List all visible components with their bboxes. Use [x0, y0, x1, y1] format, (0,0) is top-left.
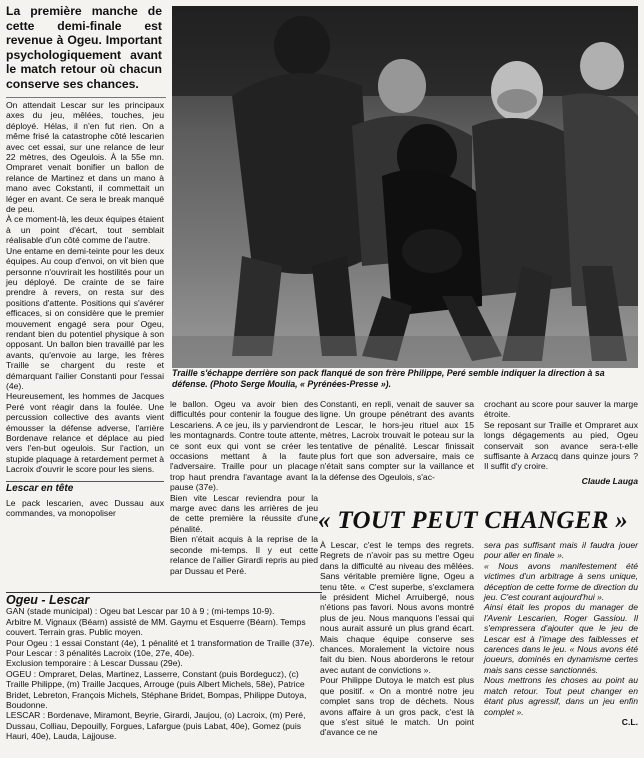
paragraph: Une entame en demi-teinte pour les deux équipes. Au coup d'envoi, on vit bien que personne n'ouvrirait les hostilités pour un jeu déployé. De crainte de se faire prendre à revers, on resta sur des positions d'attente. Positions qui s'avérer efficaces, si on considère que le premier mouvement engagé sera pour Ogeu, rendant bien du potentiel physique à son opposant. Un ballon bien travaillé par les avants, qu'envoie au large, les frères Traille se chargent du reste et démarquant l'ailier Constanti pour l'essai (4e).	[6, 245, 164, 391]
results-line: Pour Ogeu : 1 essai Constant (4e), 1 pénalité et 1 transformation de Traille (37e).	[6, 637, 315, 648]
paragraph: Bien vite Lescar reviendra pour la marge avec dans les arrières de jeu de cette première la réussite d'une pénalité.	[170, 492, 318, 534]
headline: « TOUT PEUT CHANGER »	[318, 507, 629, 534]
paragraph: Constanti, en repli, venait de sauver sa ligne. Un groupe pénétrant des avants de Lescar, le hors-jeu rituel aux 15 mètres, Lacroix trouvait le poteau sur la tentative de pénalité. Lescar finissait plus fort que son adversaire, mais ce n'était sans compter sur la vaillance et la défense des Ogeulois, s'ac-	[320, 399, 474, 482]
paragraph: À Lescar, c'est le temps des regrets. Regrets de n'avoir pas su mettre Ogeu dans la difficulté au niveau des mêlées. Sans véritable première ligne, Ogeu a tenu tête. « C'est superbe, s'exclamera le président Michel Arruibergé, nous n'étions pas favori. Nous avons montré plus de jeu. Nous manquons l'essai qui nous aurait assuré un plus grand écart. Mais chaque équipe conserve ses chances. Moralement la victoire nous fait du bien. Nous aborderons le retour avec autant de convictions ».	[320, 540, 474, 675]
results-title: Ogeu - Lescar	[6, 592, 322, 605]
paragraph: À ce moment-là, les deux équipes étaient à un point d'écart, tout semblait réalisable d'un côté comme de l'autre.	[6, 214, 164, 246]
results-line: Arbitre M. Vignaux (Béarn) assisté de MM. Gaymu et Esquerre (Béarn). Temps couvert. Terrain gras. Public moyen.	[6, 616, 306, 638]
article-column-3b	[320, 540, 474, 738]
results-line: Exclusion temporaire : à Lescar Dussau (29e).	[6, 658, 183, 669]
paragraph: Pour Philippe Dutoya le match est plus que positif. « On a montré notre jeu complet sans trop de déchets. Nous avons affaire à un gros pack, c'est là que s'est situé le match. Un point d'avance ce ne	[320, 675, 474, 738]
paragraph: le ballon. Ogeu va avoir bien des difficultés pour contenir la fougue des Lescariens. A ce jeu, ils y parviendront les montagnards. Contre toute attente, ce sont eux qui vont se créer les occasions mettant à la faute l'adversaire. Traille pour un placage trop haut prendra l'avantage avant la pause (37e).	[170, 399, 318, 493]
subheading: Lescar en tête	[6, 481, 164, 494]
paragraph: Ainsi était les propos du manager de l'Avenir Lescarien, Roger Gassiou. Il s'empressera d'ajouter que le jeu de Lescar est à l'image des faiblesses et carences dans le jeu. « Nous avons été joueurs, dominés en dynamisme certes mais sans cesse sanctionnés.	[484, 602, 638, 675]
photo-caption: Traille s'échappe derrière son pack flanqué de son frère Philippe, Peré semble indiquer la direction à sa défense. (Photo Serge Moulia, « Pyrénées-Presse »).	[172, 368, 605, 389]
rugby-photo	[172, 6, 638, 368]
match-results	[6, 592, 322, 742]
article-column-2	[170, 399, 318, 576]
article-column-4	[484, 399, 638, 486]
paragraph: Heureusement, les hommes de Jacques Peré vont réagir dans la foulée. Une percussion collective des avants vient émousser la défense adverse, l'arrière Bordenave relance et déplace au pied vers l'en-but ogeulois. Sur l'action, un stupide plaquage à retardement permet à Lacroix d'ouvrir le score pour les siens.	[6, 391, 164, 475]
paragraph: crochant au score pour sauver la marge étroite.	[484, 399, 638, 420]
paragraph: Le pack lescarien, avec Dussau aux commandes, va monopoliser	[6, 498, 164, 519]
results-line: GAN (stade municipal) : Ogeu bat Lescar par 10 à 9 ; (mi-temps 10-9).	[6, 606, 275, 617]
paragraph: sera pas suffisant mais il faudra jouer pour aller en finale ».	[484, 540, 638, 561]
photo-image	[172, 6, 638, 368]
paragraph: On attendait Lescar sur les principaux axes du jeu, mêlées, touches, jeu déployé. Hélas, il n'en fut rien. On a même frisé la catastrophe côté lescarien avec cet essai, sur une relance de leur 22 mètres, des Ogeulois. À la 55e mn. Ompraret venait bonifier un ballon de relance de Martinez et dans un mano à mano avec Cokstanti, il commettait un léger en avant. Ce sera le break manqué de peu.	[6, 100, 164, 215]
divider	[6, 97, 166, 98]
results-line: LESCAR : Bordenave, Miramont, Beyrie, Girardi, Jaujou, (o) Lacroix, (m) Peré, Dussau, Colliau, Depouilly, Forgues, Lafargue (puis Labat, 40e), Gomez (puis Hauri, 40e), Lauda, Lajjouse.	[6, 710, 306, 742]
author-signature: Claude Lauga	[581, 475, 638, 486]
paragraph: Nous mettrons les choses au point au match retour. Tout peut changer en étant plus agressif, dans un jeu enfin complet ».	[484, 675, 638, 717]
article-column-4b	[484, 540, 638, 727]
article-column-1	[6, 100, 164, 519]
paragraph: Se reposant sur Traille et Ompraret aux longs dégagements au pied, Ogeu conservait son avance sera-t-elle suffisante à Arzacq dans quinze jours ? Il suffit d'y croire.	[484, 419, 638, 472]
author-initials: C.L.	[621, 716, 638, 727]
results-line: OGEU : Ompraret, Delas, Martinez, Lasserre, Constant (puis Bordegucz), (c) Traille Philippe, (m) Traille Jacques, Arrouge (puis Albert Michels, 58e), Patrice Bridet, Lebreton, François Michels, Stéphane Bridet, Bompas, Philippe Dutoya, Boudonne.	[6, 668, 307, 711]
paragraph: Bien n'était acquis à la reprise de la seconde mi-temps. Il y eut cette relance de l'ailier Girardi repris au pied par Dussau et Peré.	[170, 534, 318, 576]
article-lead: La première manche de cette demi-finale est revenue à Ogeu. Important psychologiquement avant le match retour où chacun conserve ses chances.	[6, 4, 162, 91]
article-column-3	[320, 399, 474, 482]
paragraph: « Nous avons manifestement été victimes d'un arbitrage à sens unique, déception de cette forme de direction du jeu. C'est courant aujourd'hui ».	[484, 560, 638, 603]
results-line: Pour Lescar : 3 pénalités Lacroix (10e, 27e, 40e).	[6, 648, 195, 659]
